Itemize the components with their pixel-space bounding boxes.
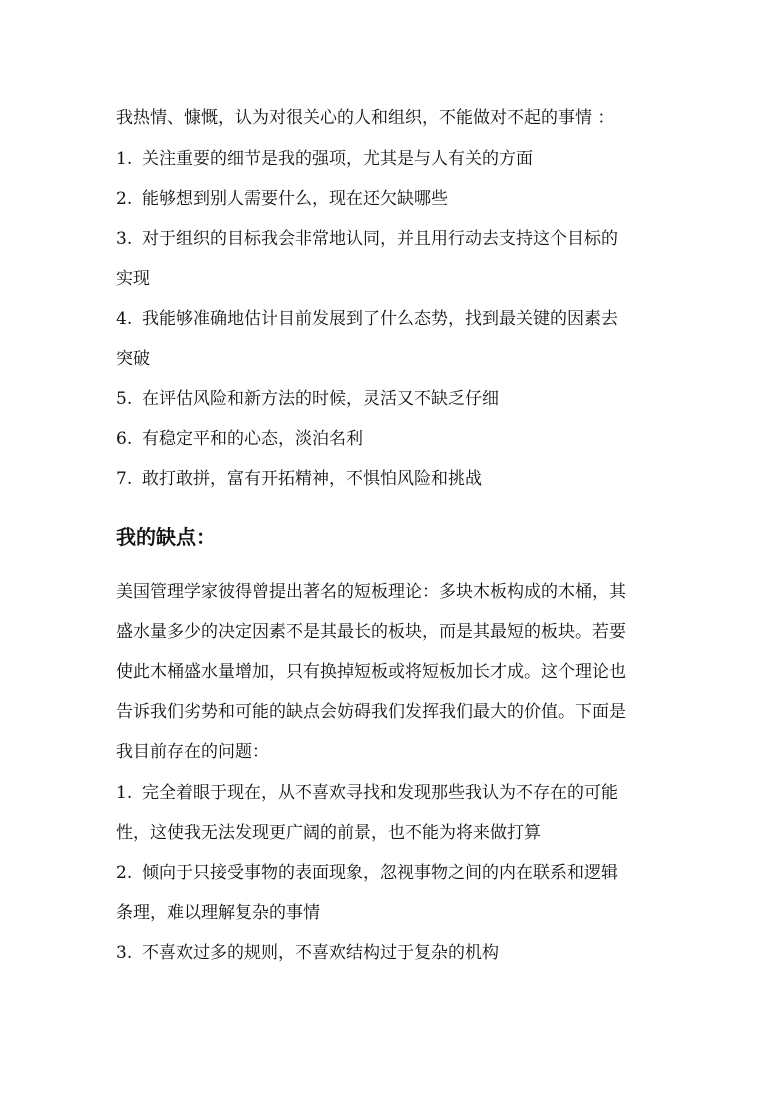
item-text: 我能够准确地估计目前发展到了什么态势，找到最关键的因素去 (142, 309, 618, 329)
weakness-paragraph-line-2: 盛水量多少的决定因素不是其最长的板块，而是其最短的板块。若要 (116, 622, 626, 642)
item-text: 完全着眼于现在，从不喜欢寻找和发现那些我认为不存在的可能 (142, 783, 618, 803)
strength-item-3 (116, 227, 618, 251)
weakness-paragraph-line-5: 我目前存在的问题： (116, 742, 269, 762)
weakness-item-1 (116, 781, 618, 805)
item-number: 3. (116, 229, 133, 249)
weakness-item-2-continued: 条理，难以理解复杂的事情 (116, 903, 320, 923)
item-text: 敢打敢拼，富有开拓精神，不惧怕风险和挑战 (142, 469, 482, 489)
item-text: 关注重要的细节是我的强项，尤其是与人有关的方面 (142, 149, 533, 169)
item-number: 2. (116, 189, 133, 209)
strength-item-7 (116, 467, 482, 491)
weakness-item-2 (116, 861, 618, 885)
item-number: 3. (116, 943, 133, 963)
item-number: 1. (116, 783, 133, 803)
item-number: 4. (116, 309, 133, 329)
item-number: 2. (116, 863, 133, 883)
weakness-heading: 我的缺点： (116, 525, 216, 549)
item-text: 不喜欢过多的规则，不喜欢结构过于复杂的机构 (142, 943, 499, 963)
strength-item-4-continued: 突破 (116, 349, 150, 369)
item-number: 1. (116, 149, 133, 169)
item-text: 对于组织的目标我会非常地认同，并且用行动去支持这个目标的 (142, 229, 618, 249)
strength-item-3-continued: 实现 (116, 269, 150, 289)
strength-item-1 (116, 147, 533, 171)
item-text: 倾向于只接受事物的表面现象，忽视事物之间的内在联系和逻辑 (142, 863, 618, 883)
weakness-item-1-continued: 性，这使我无法发现更广阔的前景，也不能为将来做打算 (116, 823, 541, 843)
strength-item-4 (116, 307, 618, 331)
strength-item-6 (116, 427, 363, 451)
weakness-item-3 (116, 941, 499, 965)
weakness-paragraph-line-3: 使此木桶盛水量增加，只有换掉短板或将短板加长才成。这个理论也 (116, 662, 626, 682)
item-number: 6. (116, 429, 133, 449)
item-text: 能够想到别人需要什么，现在还欠缺哪些 (142, 189, 448, 209)
intro-text: 我热情、慷慨，认为对很关心的人和组织，不能做对不起的事情 ： (116, 108, 615, 128)
item-text: 在评估风险和新方法的时候，灵活又不缺乏仔细 (142, 389, 499, 409)
strength-item-2 (116, 187, 448, 211)
weakness-paragraph-line-4: 告诉我们劣势和可能的缺点会妨碍我们发挥我们最大的价值。下面是 (116, 702, 626, 722)
item-number: 5. (116, 389, 133, 409)
item-text: 有稳定平和的心态，淡泊名利 (142, 429, 363, 449)
weakness-paragraph-line-1: 美国管理学家彼得曾提出著名的短板理论：多块木板构成的木桶，其 (116, 582, 626, 602)
item-number: 7. (116, 469, 133, 489)
strength-item-5 (116, 387, 499, 411)
